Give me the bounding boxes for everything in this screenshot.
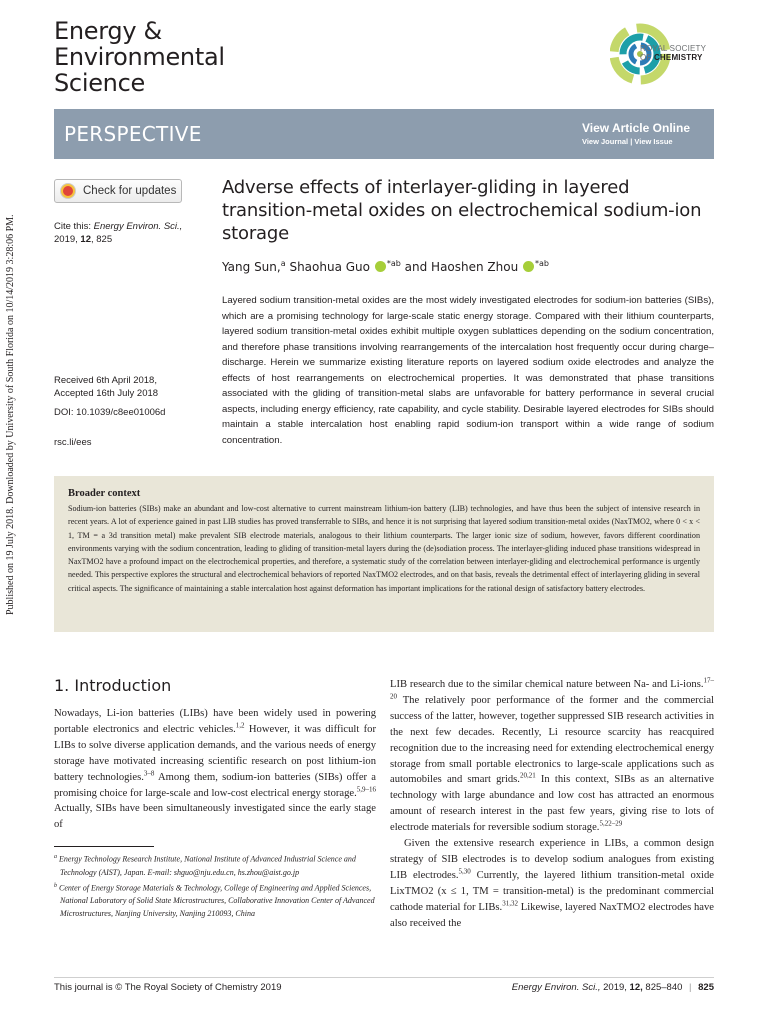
rsc-line-1: ROYAL SOCIETY: [640, 44, 707, 53]
received-date: Received 6th April 2018,: [54, 375, 157, 386]
banner-links: [582, 121, 690, 146]
citation: [54, 220, 182, 246]
body-paragraph: Nowadays, Li-ion batteries (LIBs) have been widely used in powering portable electronics and electric vehicles.$^{1,2}$ However, it was difficult for LIBs to solve diverse application demands, and the various needs of energy storage have motivated increasing scientific research on post lithium-ion battery technologies.$^{3-8}$ Among them, sodium-ion batteries (SIBs) offer a promising choice for large-scale and low-cost electrical energy storage.$^{5,9-16}$ Actually, SIBs have been simultaneously investigated since the early stage of: [54, 708, 376, 831]
citation-ref[interactable]: 1,2: [235, 721, 245, 730]
cite-page: , 825: [91, 234, 113, 245]
footnote-divider: [54, 846, 154, 847]
broader-context-heading: Broader context: [68, 488, 141, 499]
footer-citation: [512, 982, 714, 993]
link-separator: |: [630, 137, 633, 146]
author-name: Shaohua Guo: [289, 260, 370, 274]
author-conjunction: and: [404, 260, 428, 274]
cite-year: 2019,: [54, 234, 78, 245]
doi[interactable]: DOI: 10.1039/c8ee01006d: [54, 407, 166, 418]
body-column-left: [54, 706, 376, 833]
journal-title: [54, 18, 314, 96]
footer-pages: 825–840: [645, 982, 683, 993]
author-affiliation: a: [280, 259, 286, 268]
footnote-a: $^a$ Energy Technology Research Institute, National Institute of Advanced Industrial Science and Technology (AIST), Japan. E-mail: shguo@nju.edu.cn, hs.zhou@aist.go.jp: [54, 854, 356, 877]
body-paragraph: LIB research due to the similar chemical nature between Na- and Li-ions.$^{17-20}$ The relatively poor performance of the former and the commercial success of the latter, however, together suppressed SIB research activities in the next few decades. Recently, Li resource scarcity has reacquired recognition due to the increasing need for extending electrochemical energy storage from small portable electronics to large-scale applications such as automobiles and smart grids.$^{20,21}$ In this context, SIBs as an alternative technology with large abundance and low cost has attracted an enormous amount of research interest in the past few years, giving rise to lots of electrode materials for reversible sodium storage.$^{5,22-29}$: [390, 676, 714, 834]
article-history: [54, 374, 158, 400]
journal-title-line: Energy &: [54, 17, 162, 45]
footer-separator: |: [689, 982, 692, 993]
view-journal-link[interactable]: View Journal: [581, 137, 629, 146]
broader-context-box: [54, 476, 714, 632]
broader-context-text: Sodium-ion batteries (SIBs) make an abundant and low-cost alternative to current mainstream lithium-ion battery (LIB) technologies, and have thus been the subject of intensive research in recent years. A lot of experience gained in past LIB studies has proved transferrable to SIBs, and hence it is not surprising that layered sodium transition-metal oxides (NaxTMO2, where 0 < x < 1, TM = a 3d transition metal) make prevalent SIB electrode materials, analogous to their lithium counterparts. The larger ionic size of sodium, however, favors different coordination environments varying with the sodium concentration, leading to gliding of transition-metal layers during the (de)sodiation process. The interlayer-gliding induced phase transitions widespread in NaxTMO2 have a profound impact on the electrochemical properties, and therefore, a systematic study of the correlation between interlayer-gliding and electrochemical performance is urgently needed. This perspective explores the structural and electrochemical behaviors of reported NaxTMO2 electrodes, and on that basis, reveals the detrimental effect of interlayering gliding in several critical aspects. The significance of maintaining a stable intercalation host against deformation has important implications for the rational design of satisfactory battery electrodes.: [68, 504, 700, 593]
download-notice: Published on 19 July 2018. Downloaded by University of South Florida on 10/14/2019 3:28:06 PM.: [5, 214, 16, 615]
body-paragraph: Given the extensive research experience in LIBs, a common design strategy of SIB electrodes is to develop sodium analogues from existing LIB electrodes.$^{5,30}$ Currently, the layered lithium transition-metal oxide LixTMO2 (x ≤ 1, TM = transition-metal) is the predominant commercial cathode material for LIBs.$^{31,32}$ Likewise, layered NaxTMO2 electrodes have also received the: [390, 838, 714, 929]
check-for-updates-label: Check for updates: [83, 185, 177, 197]
article-type-banner: [54, 109, 714, 159]
accepted-date: Accepted 16th July 2018: [54, 388, 159, 399]
citation-ref[interactable]: 5,22–29: [599, 819, 623, 828]
cite-volume: 12: [80, 234, 91, 245]
footnote-b: $^b$ Center of Energy Storage Materials & Technology, College of Engineering and Applied Sciences, National Laboratory of Solid State Microstructures, Collaborative Innovation Center of Advanced Microstructures, Nanjing University, Nanjing 210093, China: [54, 882, 375, 919]
section-heading-introduction: 1. Introduction: [54, 676, 172, 695]
footer-year: 2019,: [603, 982, 627, 993]
rsc-line-2: OF CHEMISTRY: [640, 53, 703, 62]
footer-journal: Energy Environ. Sci.,: [511, 982, 601, 993]
citation-ref[interactable]: 3–8: [143, 769, 155, 778]
abstract: Layered sodium transition-metal oxides are the most widely investigated electrodes for sodium-ion batteries (SIBs), which are a promising technology for large-scale static energy storage. Compared with their lithium counterparts, layered sodium transition-metal oxides exhibit multiple oxygen sublattices depending on the sodium concentration, and therefore phase transitions involving rearrangements of the intercalation host frequently occur during charge–discharge. Herein we summarize existing literature reports on layered sodium oxide electrodes and analyze the effects of host rearrangements on electrochemical properties. It was demonstrated that phase transitions associated with the gliding of transition-metal slabs are unfavorable for battery performance in several crucial aspects, including energy efficiency, rate capability, and cycle stability. Desirable layered electrodes for SIBs should maintain a stable intercalation host enabling rapid sodium-ion transport within a wide range of sodium concentration.: [222, 295, 714, 446]
author-list: [222, 259, 549, 274]
footer-volume: 12,: [629, 982, 643, 993]
author-affiliation: *ab: [535, 259, 550, 268]
journal-title-line: Environmental: [54, 43, 225, 71]
author-name: Haoshen Zhou: [431, 260, 519, 274]
affiliation-footnotes: [54, 851, 376, 921]
author-name: Yang Sun,: [222, 260, 281, 274]
citation-ref[interactable]: 17–20: [390, 676, 714, 701]
article-type: PERSPECTIVE: [64, 122, 202, 146]
crossmark-icon: [61, 184, 75, 198]
body-column-right: [390, 677, 714, 932]
copyright-notice: This journal is © The Royal Society of Chemistry 2019: [54, 982, 282, 993]
footer-divider: [54, 977, 714, 978]
author-affiliation: *ab: [386, 259, 401, 268]
article-title: Adverse effects of interlayer-gliding in layered transition-metal oxides on electrochemical sodium-ion storage: [222, 177, 702, 244]
cite-label: Cite this:: [54, 221, 91, 232]
view-article-online-link[interactable]: View Article Online: [581, 121, 690, 135]
orcid-icon[interactable]: [523, 261, 534, 272]
banner-sub-links: [582, 137, 690, 146]
cite-journal: Energy Environ. Sci.,: [93, 221, 183, 232]
citation-ref[interactable]: 31,32: [502, 899, 518, 908]
journal-site-link[interactable]: rsc.li/ees: [54, 437, 92, 448]
view-issue-link[interactable]: View Issue: [634, 137, 673, 146]
page-number: 825: [698, 982, 714, 993]
rsc-wordmark: [640, 44, 706, 62]
citation-ref[interactable]: 20,21: [519, 771, 536, 780]
citation-ref[interactable]: 5,30: [458, 867, 471, 876]
journal-title-line: Science: [54, 69, 145, 97]
citation-ref[interactable]: 5,9–16: [356, 785, 376, 793]
check-for-updates-button[interactable]: [54, 179, 182, 203]
orcid-icon[interactable]: [375, 261, 386, 272]
